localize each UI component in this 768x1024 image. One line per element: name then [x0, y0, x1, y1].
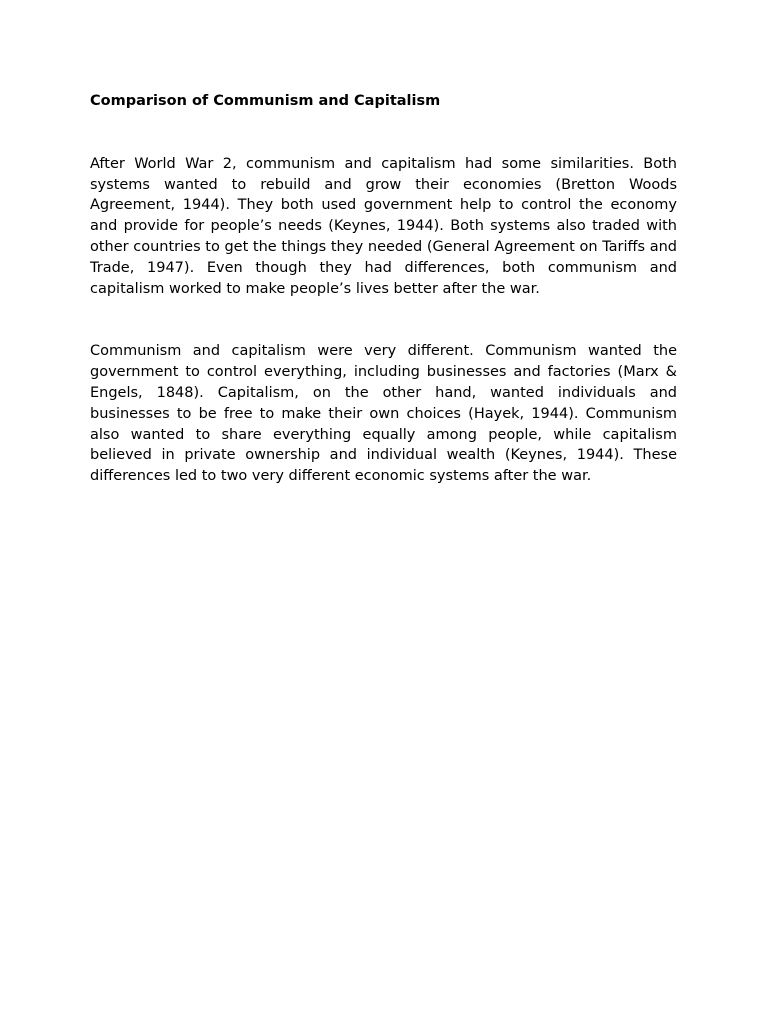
- document-body: [90, 91, 677, 487]
- document-title: Comparison of Communism and Capitalism: [90, 93, 441, 109]
- paragraph-similarities: After World War 2, communism and capitalism had some similarities. Both systems wanted to rebuild and grow their economies (Bretton Woods Agreement, 1944). They both used government help to control the economy and provide for people’s needs (Keynes, 1944). Both systems also traded with other countries to get the things they needed (General Agreement on Tariffs and Trade, 1947). Even though they had differences, both communism and capitalism worked to make people’s lives better after the war.: [90, 155, 677, 297]
- paragraph-differences: Communism and capitalism were very different. Communism wanted the government to control everything, including businesses and factories (Marx & Engels, 1848). Capitalism, on the other hand, wanted individuals and businesses to be free to make their own choices (Hayek, 1944). Communism also wanted to share everything equally among people, while capitalism believed in private ownership and individual wealth (Keynes, 1944). These differences led to two very different economic systems after the war.: [90, 343, 677, 485]
